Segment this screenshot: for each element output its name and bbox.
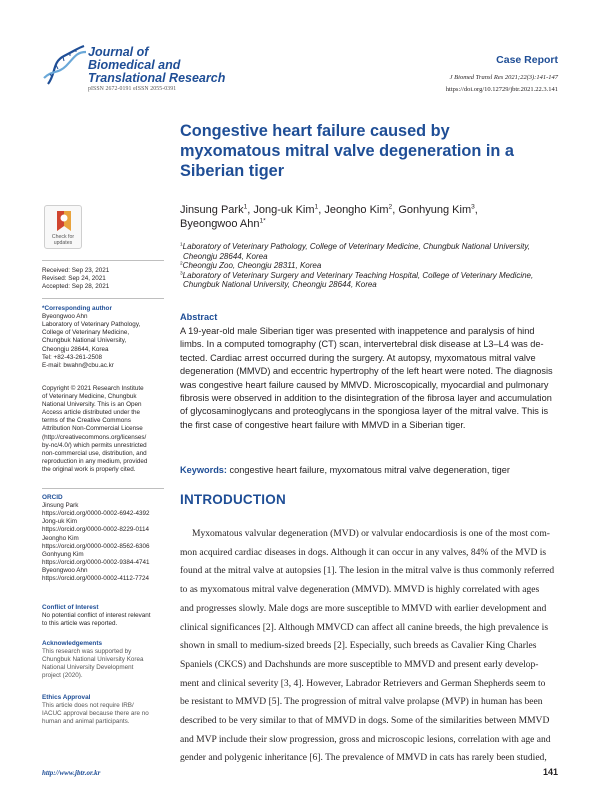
body-line: gender and polygenic inheritance [6]. The prevalence of MMVD in cats has rarely been studied, [180,752,547,764]
keywords-label: Keywords: [180,465,227,475]
author: Jinsung Park [180,204,244,216]
license-link[interactable]: (http://creativecommons.org/licenses/ [42,433,147,441]
copyright-line: National University. This is an Open [42,401,142,409]
abstract-line: tected. Cardiac arrest occurred during the surgery. At autopsy, myxomatous mitral valve [180,352,536,363]
author-sup: 1 [314,203,319,211]
check-badge-line: Check for [51,234,75,240]
affiliation-1 [180,242,565,261]
affiliation-3 [180,271,565,290]
author: Byeongwoo Ahn [180,218,260,230]
orcid-link[interactable]: https://orcid.org/0000-0002-8229-0114 [42,526,150,534]
page-number: 141 [542,767,558,777]
orcid-name: Jinsung Park [42,502,79,510]
acknowledgements-block [42,640,164,681]
copyright-block [42,385,164,474]
abstract-line: degeneration (MMVD) and eccentric hypertrophy of the left heart were noted. The diagnosis [180,366,553,377]
orcid-link[interactable]: https://orcid.org/0000-0002-8562-6306 [42,542,150,550]
divider [42,298,164,299]
body-line: clinical significances [2]. Although MMVCD can affect all canine breeds, the high prevalence is [180,621,549,633]
author-sup: 3 [471,203,475,211]
check-badge-label [45,234,81,246]
doi-link[interactable]: https://doi.org/10.12729/jbtr.2021.22.3.141 [445,86,558,93]
corresponding-line: Chungbuk National University, [42,337,127,345]
author-sup: 2 [388,203,393,211]
journal-title-line3: Translational Research [88,71,226,85]
orcid-heading: ORCID [42,494,63,501]
copyright-line: the original work is properly cited. [42,465,136,473]
corresponding-line: Tel: +82-43-261-2508 [42,353,103,361]
abstract-line: was congestive heart failure caused by MMVD. Microscopically, myocardial and pulmonary [180,379,549,390]
copyright-line: by-nc/4.0/) which permits unrestricted [42,441,147,449]
title-line: myxomatous mitral valve degeneration in a [180,142,514,160]
conflict-block [42,604,164,628]
acknowledgements-line: project (2020). [42,672,83,680]
conflict-line: No potential conflict of interest relevant [42,612,151,620]
body-line: and progresses slowly. Male dogs are more susceptible to MMVD with earlier development and [180,602,547,614]
author-sup: 1 [243,203,248,211]
body-line: and MVP include their slow progression, gross and microscopic lesions, correlation with age and [180,733,551,745]
abstract-line: fibrosis were observed in addition to the disintegration of the fibrosa layer and accumulation [180,393,552,404]
issn: pISSN 2672-0191 eISSN 2055-0391 [88,86,177,92]
divider [42,260,164,261]
received-date: Received: Sep 23, 2021 [42,267,110,274]
citation: J Biomed Transl Res 2021;22(3):141-147 [449,74,558,81]
corresponding-line: Cheongju 28644, Korea [42,345,109,353]
copyright-line: of Veterinary Medicine, Chungbuk [42,393,137,401]
corresponding-email[interactable]: E-mail: bwahn@cbu.ac.kr [42,361,114,369]
corresponding-heading: *Corresponding author [42,305,112,312]
affiliation-2 [180,261,565,271]
journal-title-line1: Journal of [88,45,149,59]
copyright-line: Attribution Non-Commercial License [42,425,143,433]
orcid-block [42,494,164,583]
body-line: ment and clinical severity [3, 4]. However, Labrador Retrievers and German Shepherds seem to [180,677,546,689]
affil-text: Cheongju Zoo, Cheongju 28311, Korea [182,261,322,271]
body-line: found at the mitral valve at autopsies [1]. The lesion in the mitral valve is thus commonly referred [180,565,555,577]
orcid-link[interactable]: https://orcid.org/0000-0002-4112-7724 [42,575,150,583]
keywords-text: congestive heart failure, myxomatous mitral valve degeneration, tiger [226,465,510,475]
affil-sup: 2 [180,261,183,267]
abstract-line: limbs. In a computed tomography (CT) scan, intervertebral disk disease at L3–L4 was de- [180,339,544,350]
acknowledgements-heading: Acknowledgements [42,640,103,647]
introduction-heading: INTRODUCTION [180,492,286,507]
abstract-line: A 19-year-old male Siberian tiger was presented with inappetence and paralysis of hind [180,326,535,336]
abstract-line: of glycosaminoglycans and proteoglycans in the spongiosa layer of the mitral valve. This is [180,406,549,417]
ethics-heading: Ethics Approval [42,694,91,701]
body-line: to as myxomatous mitral valve degeneration (MMVD). MMVD is highly correlated with ages [180,584,540,596]
affil-sup: 1 [180,242,183,248]
title-line: Siberian tiger [180,162,285,180]
article-title [180,121,560,181]
body-line: shown in small to medium-sized breeds [2]. Especially, such breeds as Cavalier King Charles [180,640,537,652]
journal-title-line2: Biomedical and [88,58,181,72]
corresponding-block [42,305,164,370]
acknowledgements-line: Chungbuk National University Korea [42,656,144,664]
orcid-name: Gonhyung Kim [42,550,84,558]
ethics-block [42,694,164,726]
check-badge-line: updates [53,240,73,246]
abstract-heading: Abstract [180,312,218,322]
article-type: Case Report [496,54,558,66]
author: Jong-uk Kim [253,204,315,216]
corresponding-line: Byeongwoo Ahn [42,313,88,321]
orcid-name: Byeongwoo Ahn [42,566,88,574]
conflict-line: to this article was reported. [42,620,118,628]
affiliations [180,242,565,290]
orcid-name: Jong-uk Kim [42,518,77,526]
ethics-line: human and animal participants. [42,718,130,726]
copyright-line: non-commercial use, distribution, and [42,449,147,457]
check-for-updates-badge[interactable] [44,205,82,249]
accepted-date: Accepted: Sep 28, 2021 [42,283,110,291]
ethics-line: IACUC approval because there are no [42,710,149,718]
affil-text: Laboratory of Veterinary Pathology, College of Veterinary Medicine, Chungbuk National University, [182,242,530,251]
journal-title [88,46,225,85]
author-sup: 1* [259,217,266,225]
body-line: mon acquired cardiac diseases in dogs. Although it can occur in any valves, 84% of the MVD is [180,546,547,558]
author: Gonhyung Kim [398,204,472,216]
divider [42,488,164,489]
body-line: Myxomatous valvular degeneration (MVD) or valvular endocardiosis is one of the most com- [192,528,550,539]
ethics-line: This article does not require IRB/ [42,702,134,710]
author: Jeongho Kim [324,204,389,216]
introduction-body [180,525,558,768]
corresponding-line: Laboratory of Veterinary Pathology, [42,321,141,329]
conflict-heading: Conflict of Interest [42,604,99,611]
affil-text: Chungbuk National University, Cheongju 28644, Korea [183,280,377,290]
affil-sup: 3 [180,271,183,277]
affil-text: Cheongju 28644, Korea [183,251,268,261]
acknowledgements-line: This research was supported by [42,648,132,656]
bookmark-icon [56,210,72,232]
corresponding-line: College of Veterinary Medicine, [42,329,130,337]
title-line: Congestive heart failure caused by [180,122,450,140]
revised-date: Revised: Sep 24, 2021 [42,275,106,283]
footer-url[interactable]: http://www.jbtr.or.kr [42,769,101,777]
acknowledgements-line: National University Development [42,664,134,672]
keywords [180,464,557,476]
orcid-link[interactable]: https://orcid.org/0000-0002-9384-4741 [42,558,150,566]
copyright-line: Copyright © 2021 Research Institute [42,385,144,392]
abstract-body [180,325,557,432]
copyright-line: Access article distributed under the [42,409,141,417]
orcid-link[interactable]: https://orcid.org/0000-0002-6942-4392 [42,510,150,518]
body-line: be resistant to MMVD [5]. The progression of mitral valve prolapse (MVP) in human has been [180,696,543,708]
body-line: described to be very similar to that of MMVD in dogs. Some of the similarities between MMVD [180,715,550,727]
body-line: Spaniels (CKCS) and Dachshunds are more susceptible to MMVD and present early develop- [180,658,539,670]
author-list: Jinsung Park$^1$, Jong-uk Kim$^1$, Jeongho Kim$^2$, Gonhyung Kim$^3$, Byeongwoo Ahn$^{1*}$ [180,203,478,230]
dates-block [42,267,164,291]
copyright-line: terms of the Creative Commons [42,417,131,425]
orcid-name: Jeongho Kim [42,534,79,542]
journal-logo [42,44,88,90]
affil-text: Laboratory of Veterinary Surgery and Veterinary Teaching Hospital, College of Veterinary Medicine, [182,270,534,280]
abstract-line: the first case of congestive heart failure with MMVD in a Siberian tiger. [180,419,466,430]
copyright-line: reproduction in any medium, provided [42,457,148,465]
